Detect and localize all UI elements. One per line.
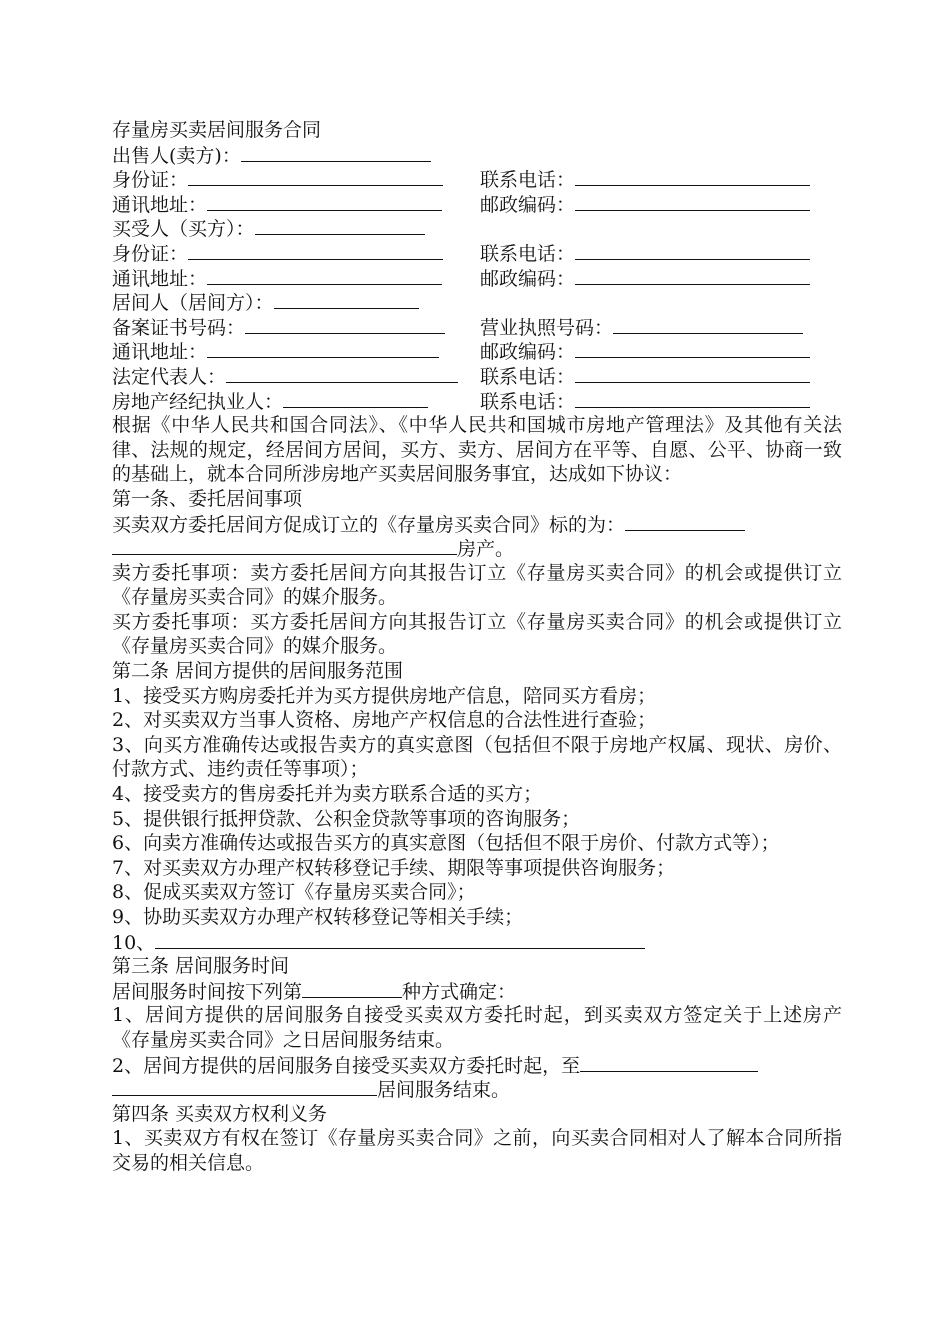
article2-item: 9、协助买卖双方办理产权转移登记等相关手续； [112, 906, 524, 928]
seller-address-blank [207, 192, 442, 211]
seller-name-blank [241, 143, 431, 162]
article1-subject-row [112, 512, 842, 537]
broker-agent-phone-label: 联系电话： [480, 390, 576, 413]
article1-seller-item: 卖方委托事项：卖方委托居间方向其报告订立《存量房买卖合同》的机会或提供订立《存量房买卖合同》的媒介服务。 [112, 561, 842, 609]
article2-item: 8、促成买卖双方签订《存量房买卖合同》； [112, 881, 476, 904]
broker-phone-label: 联系电话： [480, 365, 576, 388]
article2-item: 5、提供银行抵押贷款、公积金贷款等事项的咨询服务； [112, 807, 581, 830]
broker-postcode-label: 邮政编码： [480, 341, 576, 364]
article1-subject-label: 买卖双方委托居间方促成订立的《存量房买卖合同》标的为： [112, 513, 626, 536]
contract-title: 存量房买卖居间服务合同 [112, 119, 322, 141]
article3-method-blank [302, 979, 402, 998]
buyer-address-label: 通讯地址： [112, 267, 208, 290]
article2-item10-blank [155, 930, 645, 949]
seller-postcode-label: 邮政编码： [480, 193, 576, 216]
buyer-name-blank [255, 216, 425, 235]
buyer-heading: 买受人（买方）： [112, 218, 255, 241]
article1-property-row [112, 536, 842, 561]
broker-record-blank [245, 315, 445, 334]
article3-intro-a: 居间服务时间按下列第 [112, 980, 303, 1003]
article3-item1: 1、居间方提供的居间服务自接受买卖双方委托时起，到买卖双方签定关于上述房产《存量房买卖合同》之日居间服务结束。 [112, 1004, 842, 1051]
article4-item1: 1、买卖双方有权在签订《存量房买卖合同》之前，向买卖合同相对人了解本合同所指交易的相关信息。 [112, 1127, 842, 1174]
broker-agent-row [112, 389, 842, 414]
article3-heading: 第三条 居间服务时间 [112, 955, 290, 978]
article2-item: 4、接受卖方的售房委托并为卖方联系合适的买方； [112, 783, 543, 806]
seller-id-row [112, 167, 842, 192]
broker-name-blank [274, 290, 419, 309]
broker-agent-label: 房地产经纪执业人： [112, 390, 284, 413]
article3-item2-row2 [112, 1077, 842, 1102]
seller-postcode-blank [575, 192, 810, 211]
buyer-postcode-blank [575, 266, 810, 285]
buyer-postcode-label: 邮政编码： [480, 267, 576, 290]
buyer-id-label: 身份证： [112, 242, 189, 265]
article3-item2-row [112, 1053, 842, 1078]
seller-id-label: 身份证： [112, 169, 189, 192]
broker-record-row [112, 315, 842, 340]
article3-item2-blank2 [112, 1077, 377, 1096]
article2-item10-label: 10、 [112, 931, 156, 954]
seller-address-row [112, 192, 842, 217]
broker-legal-rep-row [112, 364, 842, 389]
buyer-phone-label: 联系电话： [480, 242, 576, 265]
buyer-heading-row [112, 216, 842, 241]
article1-buyer-item: 买方委托事项：买方委托居间方向其报告订立《存量房买卖合同》的机会或提供订立《存量房买卖合同》的媒介服务。 [112, 610, 842, 658]
article1-heading: 第一条、委托居间事项 [112, 487, 303, 510]
seller-heading: 出售人(卖方)： [112, 144, 241, 167]
article2-item: 2、对买卖双方当事人资格、房地产产权信息的合法性进行查验； [112, 709, 657, 732]
article2-item: 6、向卖方准确传达或报告买方的真实意图（包括但不限于房价、付款方式等）； [112, 832, 780, 855]
article3-item2-b: 居间服务结束。 [377, 1079, 511, 1102]
contract-page [112, 118, 842, 1176]
broker-address-row [112, 339, 842, 364]
article2-item: 3、向买方准确传达或报告卖方的真实意图（包括但不限于房地产权属、现状、房价、付款方式、违约责任等事项）； [112, 733, 842, 781]
article3-intro-row [112, 979, 842, 1004]
article2-item10-row [112, 930, 842, 955]
broker-address-label: 通讯地址： [112, 341, 208, 364]
broker-legal-rep-blank [226, 364, 458, 383]
broker-legal-rep-label: 法定代表人： [112, 365, 227, 388]
article4-heading: 第四条 买卖双方权利义务 [112, 1102, 328, 1125]
buyer-id-blank [188, 241, 443, 260]
article3-item2-a: 2、居间方提供的居间服务自接受买卖双方委托时起，至 [112, 1054, 581, 1077]
broker-license-label: 营业执照号码： [480, 316, 614, 339]
seller-address-label: 通讯地址： [112, 193, 208, 216]
broker-license-blank [613, 315, 803, 334]
broker-phone-blank [575, 364, 810, 383]
article3-item2-blank [580, 1053, 758, 1072]
broker-address-blank [207, 339, 439, 358]
article1-property-blank [112, 536, 457, 555]
article1-subject-blank [625, 512, 745, 531]
seller-heading-row [112, 143, 842, 168]
broker-record-label: 备案证书号码： [112, 316, 246, 339]
buyer-address-blank [207, 266, 442, 285]
buyer-phone-blank [575, 241, 810, 260]
broker-heading: 居间人（居间方）： [112, 292, 274, 315]
seller-id-blank [188, 167, 443, 186]
buyer-id-row [112, 241, 842, 266]
seller-phone-label: 联系电话： [480, 169, 576, 192]
broker-agent-phone-blank [575, 389, 810, 408]
article3-intro-b: 种方式确定： [402, 980, 517, 1003]
article2-heading: 第二条 居间方提供的居间服务范围 [112, 660, 404, 683]
article2-item: 1、接受买方购房委托并为买方提供房地产信息，陪同买方看房； [112, 684, 657, 707]
broker-agent-blank [283, 389, 428, 408]
article1-property-suffix: 房产。 [457, 538, 515, 561]
article2-item: 7、对买卖双方办理产权转移登记手续、期限等事项提供咨询服务； [112, 856, 676, 879]
preamble-paragraph: 根据《中华人民共和国合同法》、《中华人民共和国城市房地产管理法》及其他有关法律、法规的规定，经居间方居间，买方、卖方、居间方在平等、自愿、公平、协商一致的基础上，就本合同所涉房地产买卖居间服务事宜，达成如下协议： [112, 414, 842, 486]
broker-heading-row [112, 290, 842, 315]
seller-phone-blank [575, 167, 810, 186]
broker-postcode-blank [575, 339, 810, 358]
buyer-address-row [112, 266, 842, 291]
